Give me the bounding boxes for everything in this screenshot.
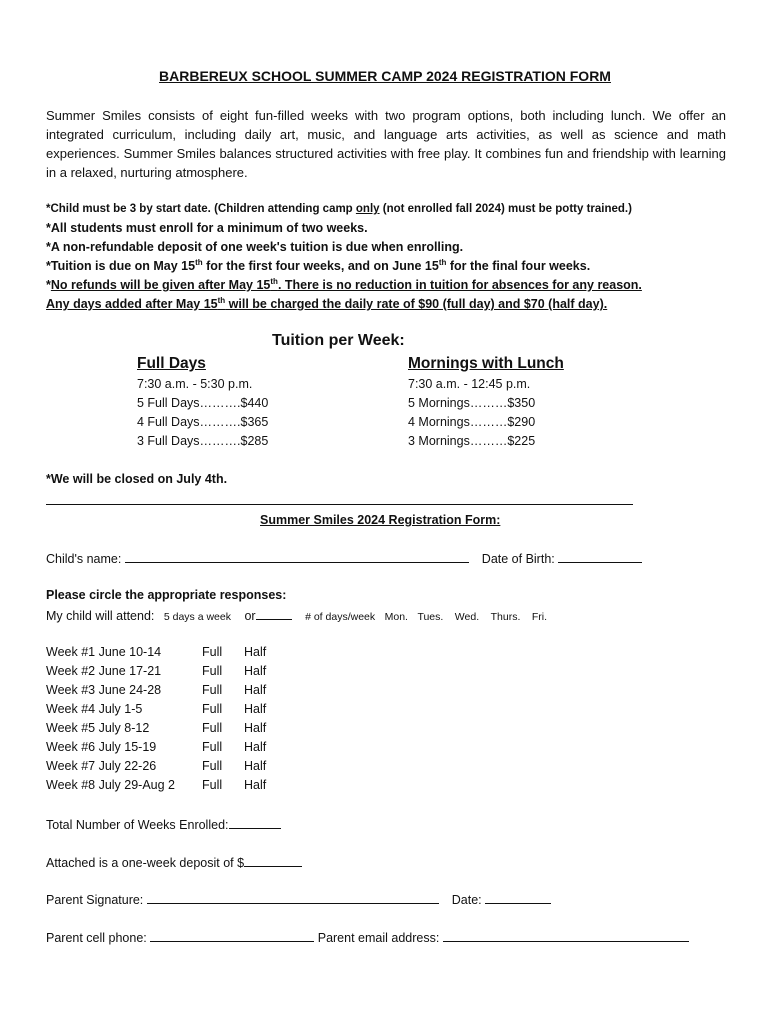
section-divider	[46, 504, 633, 505]
total-weeks-row	[46, 816, 281, 832]
cell-phone-label: Parent cell phone:	[46, 931, 147, 945]
total-weeks-field[interactable]	[229, 816, 281, 829]
rule-added-days: Any days added after May 15th will be charged the daily rate of $90 (full day) and $70 (half day).	[46, 295, 608, 311]
page-title: BARBEREUX SCHOOL SUMMER CAMP 2024 REGISTRATION FORM	[159, 68, 611, 84]
child-name-label: Child's name:	[46, 552, 122, 566]
total-weeks-label: Total Number of Weeks Enrolled:	[46, 818, 229, 832]
signature-field[interactable]	[147, 891, 439, 904]
half-option[interactable]: Half	[244, 778, 267, 792]
full-option[interactable]: Full	[202, 645, 223, 659]
child-name-field[interactable]	[125, 550, 469, 563]
day-option-mon[interactable]: Mon.	[384, 611, 408, 623]
attend-label: My child will attend:	[46, 609, 155, 623]
full-option[interactable]: Full	[202, 721, 223, 735]
full-option[interactable]: Full	[202, 759, 223, 773]
date-label: Date:	[451, 893, 482, 907]
day-option-thurs[interactable]: Thurs.	[490, 611, 521, 623]
half-option[interactable]: Half	[244, 645, 267, 659]
child-name-row	[46, 550, 642, 566]
attend-row	[46, 607, 547, 623]
deposit-label: Attached is a one-week deposit of $	[46, 856, 245, 870]
full-option[interactable]: Full	[202, 778, 223, 792]
full-days-hours: 7:30 a.m. - 5:30 p.m.	[137, 377, 253, 391]
half-option[interactable]: Half	[244, 759, 267, 773]
tuition-heading: Tuition per Week:	[272, 332, 405, 349]
deposit-row	[46, 854, 302, 870]
circle-instructions: Please circle the appropriate responses:	[46, 588, 287, 602]
intro-paragraph: Summer Smiles consists of eight fun-filled weeks with two program options, both including lunch. We offer an integrated curriculum, including daily art, music, and language arts activities, as well as science and math experiences. Summer Smiles balances structured activities with free play. It combines fun and friendship with learning in a relaxed, nurturing atmosphere.	[46, 108, 726, 180]
form-title: Summer Smiles 2024 Registration Form:	[260, 513, 501, 527]
rule-refunds: *No refunds will be given after May 15th. There is no reduction in tuition for absences for any reason.	[46, 276, 642, 292]
full-days-option: 5 Full Days……….$440	[137, 396, 269, 410]
dob-field[interactable]	[558, 550, 642, 563]
full-option[interactable]: Full	[202, 702, 223, 716]
deposit-field[interactable]	[244, 854, 302, 867]
full-days-option: 3 Full Days……….$285	[137, 434, 269, 448]
contact-row	[46, 929, 689, 945]
days-count-field[interactable]	[256, 607, 292, 620]
full-option[interactable]: Full	[202, 664, 223, 678]
rule-age: *Child must be 3 by start date. (Children attending camp only (not enrolled fall 2024) must be potty trained.)	[46, 203, 632, 215]
mornings-option: 4 Mornings………$290	[408, 415, 536, 429]
or-label: or	[244, 609, 256, 623]
rule-deposit: *A non-refundable deposit of one week's tuition is due when enrolling.	[46, 240, 464, 254]
full-option[interactable]: Full	[202, 740, 223, 754]
half-option[interactable]: Half	[244, 740, 267, 754]
full-option[interactable]: Full	[202, 683, 223, 697]
closed-note: *We will be closed on July 4th.	[46, 472, 228, 486]
full-days-option: 4 Full Days……….$365	[137, 415, 269, 429]
day-option-tues[interactable]: Tues.	[417, 611, 444, 623]
day-option-wed[interactable]: Wed.	[454, 611, 480, 623]
mornings-hours: 7:30 a.m. - 12:45 p.m.	[408, 377, 531, 391]
five-days-option[interactable]: 5 days a week	[163, 611, 231, 623]
half-option[interactable]: Half	[244, 683, 267, 697]
mornings-heading: Mornings with Lunch	[408, 355, 564, 372]
half-option[interactable]: Half	[244, 664, 267, 678]
rule-minimum: *All students must enroll for a minimum of two weeks.	[46, 221, 368, 235]
days-per-week-label: # of days/week	[305, 611, 376, 623]
half-option[interactable]: Half	[244, 702, 267, 716]
half-option[interactable]: Half	[244, 721, 267, 735]
email-field[interactable]	[443, 929, 689, 942]
signature-label: Parent Signature:	[46, 893, 144, 907]
date-field[interactable]	[485, 891, 551, 904]
signature-row	[46, 891, 551, 907]
rule-due-dates: *Tuition is due on May 15th for the first four weeks, and on June 15th for the final four weeks.	[46, 257, 591, 273]
mornings-option: 3 Mornings………$225	[408, 434, 536, 448]
email-label: Parent email address:	[317, 931, 440, 945]
day-option-fri[interactable]: Fri.	[531, 611, 548, 623]
dob-label: Date of Birth:	[481, 552, 555, 566]
full-days-heading: Full Days	[137, 355, 206, 372]
cell-phone-field[interactable]	[150, 929, 314, 942]
mornings-option: 5 Mornings………$350	[408, 396, 536, 410]
